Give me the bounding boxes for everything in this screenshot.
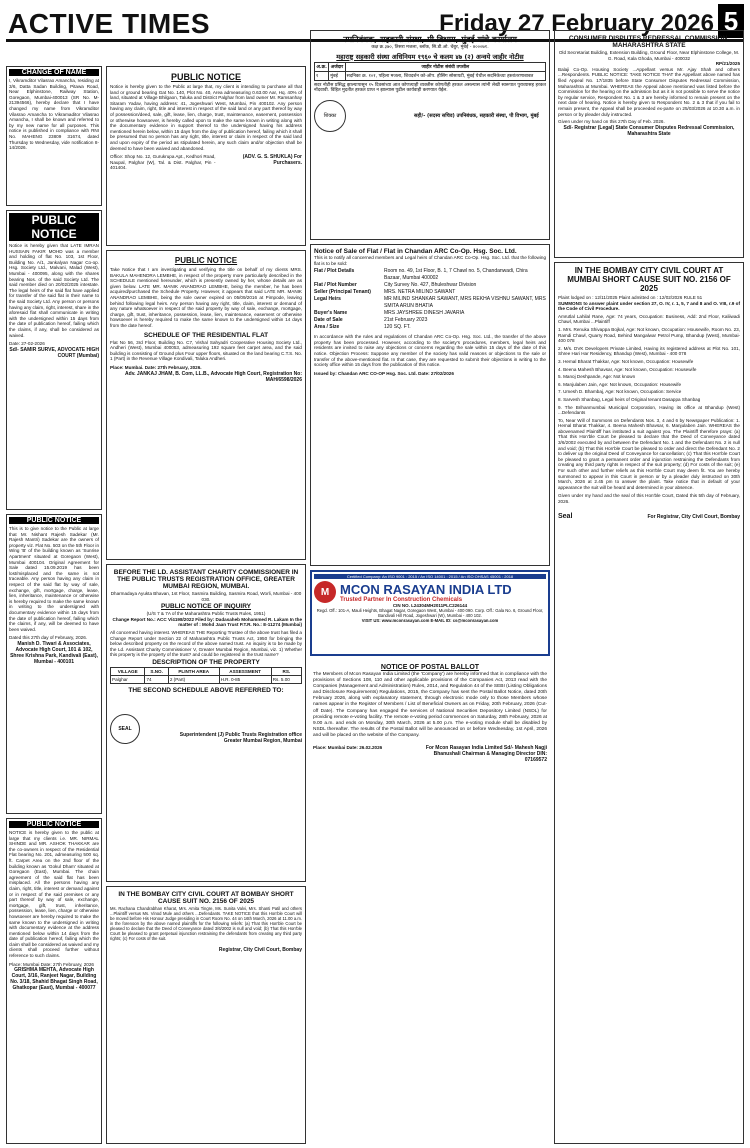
detail-row [314, 296, 546, 310]
company-cin: CIN NO. L24304MH2011PLC226144 [392, 603, 468, 608]
notice-subject: महाराष्ट्र सहकारी संस्था अधिनियम १९६० चे कलम ४७ (२) अन्वये जाहीर नोटीस [336, 52, 524, 61]
notice-date: Dated this 27th day of February, 2026. [9, 635, 88, 641]
public-notice-b [6, 514, 102, 814]
list-item: 6. Manjulaben Jain, Age: Not known, Occupation: Housewife [558, 381, 682, 387]
notice-body: In accordance with the rules and regulations of Chandan ARC Co-Op. Hsg. Soc. Ltd., the transfer of the above property has been processed. However, according to the society's procedures, members, legal heirs and residents are invited to raise any objections or concerns regarding the sale within 15 days of the date of this notice. Objection Process: Suppose any member of the society has valid reasons or objections to the sale or transfer of the above-mentioned flat. In that case, they are requested to submit their objections in writing to the society office within 15 days from the publication of this notice. [314, 334, 546, 368]
notice-signatory: Sd/- SAMIR SURVE, ADVOCATE HIGH COURT (Mumbai) [9, 346, 99, 359]
detail-key: Legal Heirs [314, 296, 341, 303]
detail-key: Date of Sale [314, 317, 343, 324]
notice-signatory: GRISHMA MEHTA, Advocate High Court, 3/16, Ranjeet Nagar, Building No. 3/18, Shahid Bhagat Singh Road, Ghatkopar (East), Mumbai - 400077 [10, 967, 98, 992]
notice-title: PUBLIC NOTICE [174, 256, 238, 265]
property-table [110, 667, 302, 684]
list-item: 4. Beena Mahesh Bhavsar, Age: Not known, Occupation: Housewife [558, 366, 697, 372]
detail-row [314, 268, 546, 282]
detail-row [314, 282, 546, 289]
table-row [111, 675, 302, 683]
notice-body: The Members of Mcon Rasayan India Limited (the 'Company') are hereby informed that in compliance with the provisions of Sections 108, 110 and other applicable provisions of the Companies Act, 2013 read with the Companies (Management and Administration) Rules, 2014, and Regulation 44 of the SEBI (Listing Obligations and Disclosure Requirements) Regulations, 2015, the Company has sent the Postal Ballot Notice, dated 20th February 2026, along with explanatory statement, through electronic mode only to those Members whose names appear in the Register of Members / List of Beneficial Owners as on Friday, 20th February, 2026 (Cut-off Date). The Company has engaged the services of National Securities Depository Limited (NSDL) for providing remote e-voting facility. The remote e-voting period commences on Saturday, 28th February, 2026 at 9.00 a.m. and ends on Monday, 30th March, 2026 at 5.00 p.m. The e-voting module shall be disabled by NSDL thereafter. The results of the Postal Ballot will be announced on or before Wednesday, 1st April, 2026 and will be placed on the website of the Company. [313, 672, 547, 738]
notice-title: IN THE BOMBAY CITY CIVIL COURT AT BOMBAY SHORT CAUSE SUIT NO. 2156 OF 2025 [118, 891, 294, 905]
detail-key: Flat / Plot Details [314, 268, 355, 275]
detail-row [314, 317, 546, 324]
table-cell: 2 (Part) [168, 675, 219, 683]
table-cell: Palghar [111, 675, 145, 683]
table-header: जाहीर नोटीस संबंधी तपशील [345, 62, 545, 71]
table-header: ASSESSMENT [219, 667, 271, 675]
notice-body: NOTICE is hereby given to the public at large that my clients i.e. MR. NIRMAL SHINDE and MR. ASHOK THAKKAR are the co-owners in respect of the Residential Flat bearing No. 201, admeasuring 500 sq. ft. Carpet Area on the 2nd floor of the building known as 'Gokul Dham' situated at Goregaon (East), Mumbai. The chain agreement of the said flat has been misplaced. All the persons having any claim, right, title, interest or demand against or in respect of the said premises or any part thereof by way of sale, exchange, mortgage, gift, trust, inheritance, possession, lease, lien, charge or otherwise howsoever are hereby required to make the same known to the undersigned in writing with documentary evidence at the address mentioned below within 14 days from the date of publication hereof, failing which the claim shall be considered as waived and my clients shall proceed further without reference to such claims. [9, 830, 99, 959]
notice-signatory: Adv. JANKAJ JHAM, B. Com, LL.B., Advocate High Court, Registration No: MAH/6598/2026 [125, 370, 302, 383]
detail-key: Area / Size [314, 324, 340, 331]
table-row [315, 71, 546, 80]
table-header-row [315, 62, 546, 71]
notice-title: NOTICE OF POSTAL BALLOT [380, 664, 480, 671]
postal-ballot-notice [310, 660, 550, 1144]
schedule-title: DESCRIPTION OF THE PROPERTY [152, 658, 260, 666]
notice-date: Place: Mumbai Date: 27th February, 2026 [9, 961, 94, 967]
notice-signatory: Sd/- Registrar (Legal) State Consumer Disputes Redressal Commission, Maharashtra State [563, 124, 735, 137]
notice-date: Place: Mumbai. Date: 27th February, 2026. [110, 364, 202, 370]
notice-date: Given under my hand on this 27th Day of Feb. 2026. [558, 119, 665, 125]
company-tagline: Trusted Partner In Construction Chemicals [340, 596, 463, 603]
detail-value: City Survey No. 427, Bhuleshwar Division [384, 282, 477, 289]
notice-date: Date: 27-02-2026 [9, 341, 45, 347]
notice-date: Place: Mumbai Date: 26.02.2026 [313, 745, 383, 751]
detail-value: MRS JAYSHREE DINESH JAVARIA [384, 310, 465, 317]
table-cell: १ [315, 71, 329, 80]
notice-signatory: सही/- (सदस्य सचिव) उपनिबंधक, सहकारी संस्था, पी विभाग, मुंबई [414, 112, 539, 119]
list-item: 9. The Brihanmumbai Municipal Corporation, Having its office at Bhandup (West) ...Defendants [558, 404, 740, 416]
notice-subtitle: (U/S 7 & 7A of the Maharashtra Public Trusts Rules, 1951) [146, 611, 266, 617]
certification-strip: Certified Company: An ISO 9001 : 2015 / An ISO 14001 : 2015 / An ISO OHSAS 45001 : 2018 [314, 574, 546, 579]
detail-row [314, 289, 546, 296]
notice-footer [110, 154, 302, 171]
schedule-body: Flat No 56, 3rd Floor, Building No. C7, Vishal Sahyadri Cooperative Housing Society Ltd., Andheri (West), Mumbai 400053, admeasuring 192 square feet carpet area, and the said building is consisting of Ground plus Four upper floors, situated on the land bearing C.T.S. No. 1 (Part) in the Revenue Village Kondivali, Taluka Andheri. [110, 339, 302, 362]
short-cause-suit-notice [554, 262, 744, 1144]
detail-key: Seller (Principal Tenant) [314, 289, 371, 296]
charity-commissioner-notice [106, 564, 306, 882]
notice-title: PUBLIC NOTICE OF INQUIRY [160, 603, 252, 611]
company-name-block [340, 582, 512, 603]
list-item: 3. Hemal Bharat Thakkar, Age: Not known, Occupation: Housewife [558, 358, 694, 364]
notice-body: Take Notice that I am investigating and verifying the title on behalf of my clients MRS. BAKULA MAHENDRA LEMBHE, in respect of the property more particularly described in the SCHEDULE mentioned hereunder, which is presently owned by her, whose details are as given below. LATE MR. MANIK ANANDRAO LEMBHE, being the member, he has been acquired/purchased the Schedule Property. However, it appears that said LATE MR. MANIK ANANDRAO LEMBHE, being the sole owner expired on 05/09/2016 at Pimpode, leaving behind following legal heirs. Any person having any right, title, claim, interest or demand of any nature whatsoever in respect of the said property by way of sale, exchange, mortgage, charge, gift, trust, inheritance, possession, lease, lien, maintenance, easement or otherwise howsoever is hereby required to make the same known to the undersigned within 14 days from the date hereof. [110, 267, 302, 328]
notice-office: Office: Shop No. 12, Gurukrupa Apt., Kedhori Road, Naupal, Palghar (W), Tal. & Dist. Palghar, Pin - 401404. [110, 154, 216, 171]
chandan-sale-notice [310, 244, 550, 566]
public-notice-c [6, 818, 102, 1144]
table-cell: H.R. 0-85 [219, 675, 271, 683]
company-logo-icon: M [314, 581, 336, 603]
notice-body: This is to give notice to the Public at large that Mr. Nishant Rajesh Sadekar (Mr. Rajesh Mantri) Sadekar are the owners of property viz. Flat No. 503 on the 5th Floor in Wing 'B' of the building known as 'Sunrise Apartment' situated at Goregaon (West), Mumbai 400104. Original Agreement for Sale dated 15.09.2019 has been lost/misplaced and the same is not traceable. Any person having any claim in respect of the said flat by way of sale, exchange, gift, mortgage, charge, lease, lien, inheritance, maintenance or otherwise is hereby required to make the same known in writing to the undersigned with documentary evidence within 15 days from the date of publication hereof, failing which the claims, if any, will be deemed to have been waived. [9, 526, 99, 632]
company-address: Regd. Off.: 101-A, Mauli Heights, Bhagat Nagar, Goregaon West, Mumbai - 400 090. Corp. Off.: Gala No. 6, Ground Floor, Bandivali Hill Road, Jogeshwari (W), Mumbai - 400 102. [316, 608, 544, 618]
notice-meta: Plaint lodged on : 12/11/2025 Plaint admitted on : 12/02/2026 RULE 51 [558, 295, 703, 300]
party-list [558, 314, 740, 416]
notice-footer [110, 714, 302, 744]
company-name: MCON RASAYAN INDIA LTD [340, 581, 512, 597]
list-item: 8. Sarvesh Shanbag, Legal heirs of Original tenant Dasappa Shanbag [558, 396, 701, 402]
notice-address: Dharmadaya Ayukta Bhavan, 1st Floor, Sasmira Building, Sasmira Road, Worli, Mumbai - 400 030. [110, 591, 302, 602]
notice-title: CHANGE OF NAME [9, 69, 99, 76]
notice-footer [558, 513, 740, 520]
notice-title: उपनिबंधक, सहकारी संस्था, पी विभाग, मुंबई यांचे कार्यालय [343, 35, 517, 44]
notice-footer [314, 100, 546, 132]
marathi-table [314, 62, 546, 81]
company-web: VISIT US: www.mconrasayan.com E-MAIL ID: cs@mconrasayan.com [361, 618, 499, 623]
office-seal: शिक्का [314, 100, 346, 132]
mcon-advertisement [310, 570, 550, 656]
table-header: VILLAGE [111, 667, 145, 675]
table-header: अर्जदार [329, 62, 345, 71]
notice-title: CONSUMER DISPUTES REDRESSAL COMMISSION, MAHARASHTRA STATE [568, 35, 730, 49]
table-header: अ.क्र. [315, 62, 329, 71]
list-item: Amrutlal Lahilal Rane, Age: 74 years, Occupation: Business, Add: 2nd Floor, Kaliiwadi Chawl, Mumbai ...Plaintiff [558, 313, 740, 325]
notice-signatory: Manish D. Tiwari & Associates, Advocate High Court, 101 & 102, Shree Krishna Park, Kandivali (East), Mumbai - 400101 [10, 640, 98, 665]
notice-body: Balaji Co-Op. Housing Society ...Appellant versus Mr. Ajay Shah and others ...Respondents. PUBLIC NOTICE: TAKE NOTICE THAT the Appellant above named has filed Appeal No. 17/1835 before State Consumer Disputes Redressal Commission, Maharashtra at Mumbai. WHEREAS the Appeal above mentioned was listed before the Commission for the hearing on the admission but as it is not possible to serve the notice by regular service, Respondent No. 1 & 3 are hereby informed to remain present on the next date of hearing. Notice is hereby given to Respondent No. 2 & 3 that if you fail to remain present, the Appeal shall be proceeded ex-parte on 25/03/2026 at 10.30 a.m. in person or by pleader duly instructed. [558, 66, 740, 117]
list-item: 7. Umesh D. Bhambaj, Age: Not known, Occupation: Service [558, 389, 682, 395]
notice-title: PUBLIC NOTICE [9, 517, 99, 524]
detail-value: MR MILIND SHANKAR SAWANT, MRS REKHA VISHNU SAWANT, MRS SMITA ARUN BHATIA [384, 296, 546, 310]
company-header [314, 581, 546, 603]
notice-date: Given under my hand and the seal of this Hon'ble Court, Dated this 5th day of February, 2026. [558, 493, 740, 504]
table-cell: Rs. 5.00 [271, 675, 301, 683]
notice-before: BEFORE THE LD. ASSISTANT CHARITY COMMISSIONER IN THE PUBLIC TRUSTS REGISTRATION OFFICE, GREATER MUMBAI REGION, MUMBAI. [113, 569, 299, 590]
flat-details [314, 268, 546, 331]
notice-signatory: For Registrar, City Civil Court, Bombay [647, 513, 740, 520]
notice-body: All concerned having interest. WHEREAS THE Reporting Trustee of the above trust has filed a Change Report under Section 22 of Maharashtra Public Trusts Act, 1950 for bringing the below described property on the record of the above named trust. An inquiry is to be made by the Ld. Assistant Charity Commissioner V, Greater Mumbai Region, Mumbai, viz. 1) Whether this property is the property of the trust? and could be registered in the trust name? [110, 629, 302, 658]
public-notice-a [6, 210, 102, 510]
detail-value: Room no. 49, 1st Floor, B. 1, 7 Chawl no. 5, Chandanwadi, Chira Bazaar, Mumbai 400002 [384, 268, 528, 282]
detail-key: Flat / Plot Number [314, 282, 357, 289]
schedule-title: SCHEDULE OF THE RESIDENTIAL FLAT [143, 331, 269, 339]
notice-body: Notice is hereby given that LATE IMRAN HUSSAIN FAKIR MOHD was a member and holding of flat No. 103, 1st Floor, Building No. A/1, Jankalyan Nagar Co-op. Hsg. Society Ltd., Malvani, Malad (West), Mumbai - 400095, along with the shares bearing Nos. of the said Society Ltd. The said member died on 20/02/2025 intestate. The legal heirs of the said flat have applied for transfer of the said flat in their name to the said Society Ltd. Any person or persons having any claim, right, interest, share in the aforesaid flat shall communicate in writing with the undersigned within 15 days from the date of publication hereof, failing which the claims, if any, shall be considered as waived. [9, 243, 99, 338]
consumer-commission-notice [554, 30, 744, 258]
notice-address: Old Secretariat Building, Extension Building, Ground Floor, Near Elphinstone College, M. G. Road, Kala Ghoda, Mumbai - 400032 [558, 50, 740, 61]
notice-signatory: For Mcon Rasayan India Limited Sd/- Mahesh Nagji Bhanushali Chairman & Managing Director DIN: 07169572 [425, 745, 547, 764]
table-cell: मुंबई [329, 71, 345, 80]
marathi-notice [310, 30, 550, 240]
public-notice-d [106, 66, 306, 246]
notice-footer [313, 745, 547, 763]
detail-value: MRS. NETRA MILIND SAWANT [384, 289, 456, 296]
case-number: RP/21/2025 [715, 61, 740, 67]
notice-body: I, Vikramditor Vilasrao Amancha, residing at 3/6, Datta Sadan Building, Pitawa Road, Near Elphinstone, Railway Station, Goregaon, Mumbai-400013 (SR No. M-21394566), hereby declare that I have changed my name from Vikramditor Vilasrao Amancha to Vikramaditor Vilasrao Amancha, I shall be known and referred to by my new name for all purposes. This notice is published in compliance with RNI No. MAHENG 23809 31674, dated Thursday to Wednesday, vide notification 8-14/2026. [9, 78, 99, 151]
detail-row [314, 310, 546, 317]
case-details: Change Report No.: ACC V/4198/2022 Filed by: Dadasaheb Mohammed R. Lakam In the matter of : Mohd Jaan Trust P.T.R. No.: E-11274 (Mumbai) [112, 616, 302, 628]
notice-address: कक्ष क्र.३७०, तिसरा मजला, ब्लॉक, सि.डी.ओ. चेंबुर, मुंबई - ४०००७१. [371, 45, 489, 50]
notice-title: PUBLIC NOTICE [9, 213, 99, 241]
notice-signatory: Superintendent (J) Public Trusts Registration office Greater Mumbai Region, Mumbai [179, 731, 302, 744]
notice-body: सदर नोटीस प्रसिद्ध झाल्यापासून १५ दिवसांच्या आत कोणत्याही व्यक्तीस कोणतीही हरकत असल्यास त्यांनी लेखी स्वरूपात पुराव्यासह हरकत नोंदवावी. विहित मुदतीत हरकत प्राप्त न झाल्यास पुढील कार्यवाही करण्यात येईल. [314, 82, 546, 94]
notice-signatory: Registrar, City Civil Court, Bombay [218, 947, 302, 953]
list-item: 1. Mrs. Renuka Shivappa Bojkal, Age: Not known, Occupation: Housewife, Room No. 23, Ramdi Chawl, Quarry Road, Behind Mangalwar Petrol Pump, Bhandup (West), Mumbai-400 078 [558, 326, 740, 344]
detail-value: 21st February 2023 [384, 317, 428, 324]
table-header: S.NO. [145, 667, 168, 675]
detail-value: 120 SQ. FT. [384, 324, 411, 331]
table-cell: सदनिका क्र. १०१, पहिला मजला, शिवदर्शन को-ऑप. हौसिंग सोसायटी, मुंबई येथील सदनिकेच्या हस्तांतरणाबाबत [345, 71, 545, 80]
notice-title: PUBLIC NOTICE [9, 821, 99, 828]
change-of-name-notice [6, 66, 102, 206]
notice-intro: This is to notify all concerned members and Legal heirs of Chandan ARC Co-Op. Hsg. Soc. Ltd. that the following flat is to be sold: [314, 255, 546, 266]
list-item: 5. Manoj Deshpande, Age: Not known [558, 374, 636, 380]
notice-summons: SUMMONS to answer plaint under section 27, O. IV, r. 1, 5, 7 and 8 and O. VIII, r.9 of the Code of Civil Procedure. [558, 300, 740, 312]
table-header: RS. [271, 667, 301, 675]
newspaper-name: ACTIVE TIMES [8, 8, 211, 39]
list-item: 2. M/s. DVK Developers Private Limited, Having its registered address at Plot No. 101, Shree Hari Har Residency, Bhandup (West), Mumbai - 400 078 [558, 345, 740, 357]
public-notice-e [106, 250, 306, 560]
notice-title: IN THE BOMBAY CITY CIVIL COURT AT MUMBAI SHORT CAUSE SUIT NO. 2156 OF 2025 [567, 266, 731, 293]
second-schedule-title: THE SECOND SCHEDULE ABOVE REFERRED TO: [128, 686, 284, 694]
court-seal: SEAL [110, 714, 140, 744]
notice-issued: Issued by: Chandan ARC CO-OP Hsg. Soc. Ltd. Date: 27/02/2026 [314, 370, 454, 376]
table-cell: 74 [145, 675, 168, 683]
notice-signatory: (ADV. G. S. SHUKLA) For Purchasers. [242, 154, 302, 167]
detail-key: Buyer's Name [314, 310, 348, 317]
court-seal-label: Seal [558, 512, 573, 520]
court-notice-left [106, 886, 306, 1144]
notice-body: Notice is hereby given to the Public at large that, my client is intending to purchase all that land or ground bearing Gat No. 140, Plot No. 40, Area admeasuring 0.63.00 Aar, Hq. 40% of land, situated at Village Bhilgaon, Taluka and District Palghar from land owner Mr. Ramsanhay Sitaram Yadav, having address: 41, Jogeshwari West, Mumbai, Pin 400102. Any person having any claim, right, title and interest in respect of the said land or any part thereof by way of possession/deed, sale, gift, lease, lien, charge, trust, maintenance, easement, possession or otherwise howsoever, is hereby called upon to make the same known in writing along with the documentary evidence in support thereof to the undersigned having his address mentioned herein below, within 15 days from the day of publication hereof, failing which it shall be presumed that no person has any right, title, interest or claim in respect of the said land and upon expiry of the period as stipulated herein, any such claim and/or objection shall be deemed to have been waived and abandoned. [110, 84, 302, 151]
notice-title: PUBLIC NOTICE [170, 72, 241, 82]
table-header-row [111, 667, 302, 675]
notice-body: To, Near Will of Summons on Defendants Nos. 3, 4 and 6 by Newspaper Publication: 1. Hemal Bharat Thakkar, 4. Beena Mahesh Bhavsar, 6. Manjulaben Jain. WHEREAS the abovenamed Plaintiff has instituted a suit against you. The Plaintiff therefore prays: (a) That this Hon'ble Court be pleased to declare that the Deed of Conveyance dated 3/6/2002 executed by and between the Defendant No. 1 and the Defendant No. 2 is null and void; (b) That this Hon'ble Court be pleased to order and direct the Defendant No. 2 to deliver up the original Deed of Conveyance for cancellation; (c) That this Hon'ble Court be pleased to grant a permanent order and injunction restraining the Defendants from creating any third party rights in respect of the suit property; (d) For costs of the suit; (e) For such other and further reliefs as this Hon'ble Court may deem fit. You are hereby summoned to appear in this Court in person or by a pleader duly instructed on 30th March, 2026 at 2.45 pm to answer the plaint. Take notice that in default of your appearance the suit will be heard and determined in your absence. [558, 417, 740, 490]
table-header: PLINTH AREA [168, 667, 219, 675]
notice-body: Ms. Rachana Chandrabhan Kharat, Mrs. Amita Tingre, Ms. Sunita Valvi, Mrs. Shanti Patil and others ...Plaintiff versus Ms. Vinod Mule and others ...Defendants. TAKE NOTICE that this Hon'ble Court will be moved before His Honour Judge presiding in Court Room No. 44 on 16th March, 2026 at 11.00 a.m. in the forenoon by the above named plaintiffs for the following reliefs: (a) That this Hon'ble Court be pleased to declare that the Deed of Conveyance dated 3/6/2002 is null and void; (b) That this Hon'ble Court be pleased to grant perpetual injunction restraining the defendants from creating any third party rights; (c) For costs of the suit. [110, 906, 302, 941]
notice-title: Notice of Sale of Flat / Flat in Chandan ARC Co-Op. Hsg. Soc. Ltd. [314, 248, 517, 255]
issue-date: Friday 27 February 2026 [439, 10, 714, 37]
page-number: 5 [718, 4, 744, 38]
detail-row [314, 324, 546, 331]
